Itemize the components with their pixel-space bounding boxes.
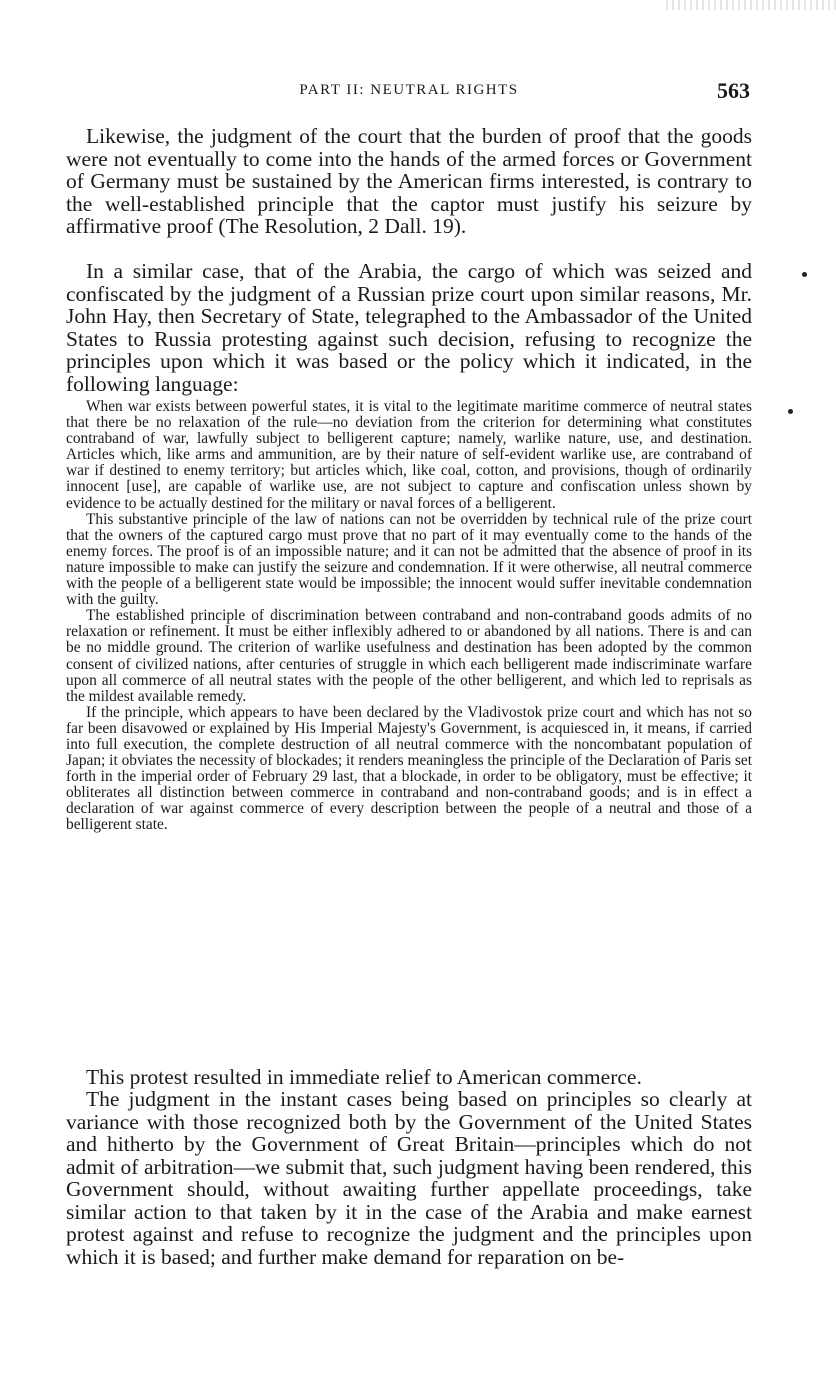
margin-dot xyxy=(802,272,807,277)
paragraph-arabia-case: In a similar case, that of the Arabia, the cargo of which was seized and confiscated by the judgment of a Russian prize court upon similar reasons, Mr. John Hay, then Secretary of State, telegraphed to the Ambassador of the United States to Russia protesting against such decision, refusing to recognize the principles upon which it was based or the policy which it indicated, in the following language: xyxy=(66,259,752,396)
paragraph-burden-of-proof: Likewise, the judgment of the court that the burden of proof that the goods were not eventually to come into the hands of the armed forces or Government of Germany must be sustained by the American firms interested, is contrary to the well-established principle that the captor must justify his seizure by affirmative proof (The Resolution, 2 Dall. 19). xyxy=(66,124,752,238)
quote-paragraph-prize-court-rule: This substantive principle of the law of nations can not be overridden by technical rule of the prize court that the owners of the captured cargo must prove that no part of it may eventually come to the hands of the enemy forces. The proof is of an impossible nature; and it can not be admitted that the absence of proof in its nature impossible to make can justify the seizure and condemnation. If it were otherwise, all neutral commerce with the people of a belligerent state would be impossible; the innocent would suffer inevitable condemnation with the guilty. xyxy=(66,510,752,609)
page-number: 563 xyxy=(717,78,750,103)
paragraph-submission: The judgment in the instant cases being based on principles so clearly at variance with those recognized both by the Government of the United States and hitherto by the Government of Great Britain—principles which do not admit of arbitration—we submit that, such judgment having been rendered, this Government should, without awaiting further appellate proceedings, take similar action to that taken by it in the case of the Arabia and make earnest protest against and refuse to recognize the judgment and the principles upon which it is based; and further make demand for reparation on be- xyxy=(66,1087,752,1269)
quote-paragraph-vladivostok-court: If the principle, which appears to have been declared by the Vladivostok prize court and which has not so far been disavowed or explained by His Imperial Majesty's Government, is acquiesced in, it means, if carried into full execution, the complete destruction of all neutral commerce with the noncombatant population of Japan; it obviates the necessity of blockades; it renders meaningless the principle of the Declaration of Paris set forth in the imperial order of February 29 last, that a blockade, in order to be obligatory, must be effective; it obliterates all distinction between commerce in contraband and non-contraband goods; and is in effect a declaration of war against commerce of every description between the people of a neutral and those of a belligerent state. xyxy=(66,703,752,834)
quote-paragraph-contraband-criterion: When war exists between powerful states, it is vital to the legitimate maritime commerce of neutral states that there be no relaxation of the rule—no deviation from the criterion for determining what constitutes contraband of war, lawfully subject to belligerent capture; namely, warlike nature, use, and destination. Articles which, like arms and ammunition, are by their nature of self-evident warlike use, are contraband of war if destined to enemy territory; but articles which, like coal, cotton, and provisions, though of ordinarily innocent [use], are capable of warlike use, are not subject to capture and confiscation unless shown by evidence to be actually destined for the military or naval forces of a belligerent. xyxy=(66,398,752,512)
running-header xyxy=(66,78,752,108)
paragraph-protest-result: This protest resulted in immediate relief to American commerce. xyxy=(86,1065,642,1089)
margin-dot xyxy=(788,409,793,414)
scan-speckle xyxy=(666,0,836,10)
quoted-telegram xyxy=(66,399,752,834)
running-title: PART II: NEUTRAL RIGHTS xyxy=(299,82,519,98)
quote-paragraph-discrimination-principle: The established principle of discrimination between contraband and non-contraband goods admits of no relaxation or refinement. It must be either inflexibly adhered to or abandoned by all nations. There is and can be no middle ground. The criterion of warlike usefulness and destination has been adopted by the common consent of civilized nations, after centuries of struggle in which each belligerent made indiscriminate warfare upon all commerce of all neutral states with the people of the other belligerent, and which led to reprisals as the mildest available remedy. xyxy=(66,607,752,705)
